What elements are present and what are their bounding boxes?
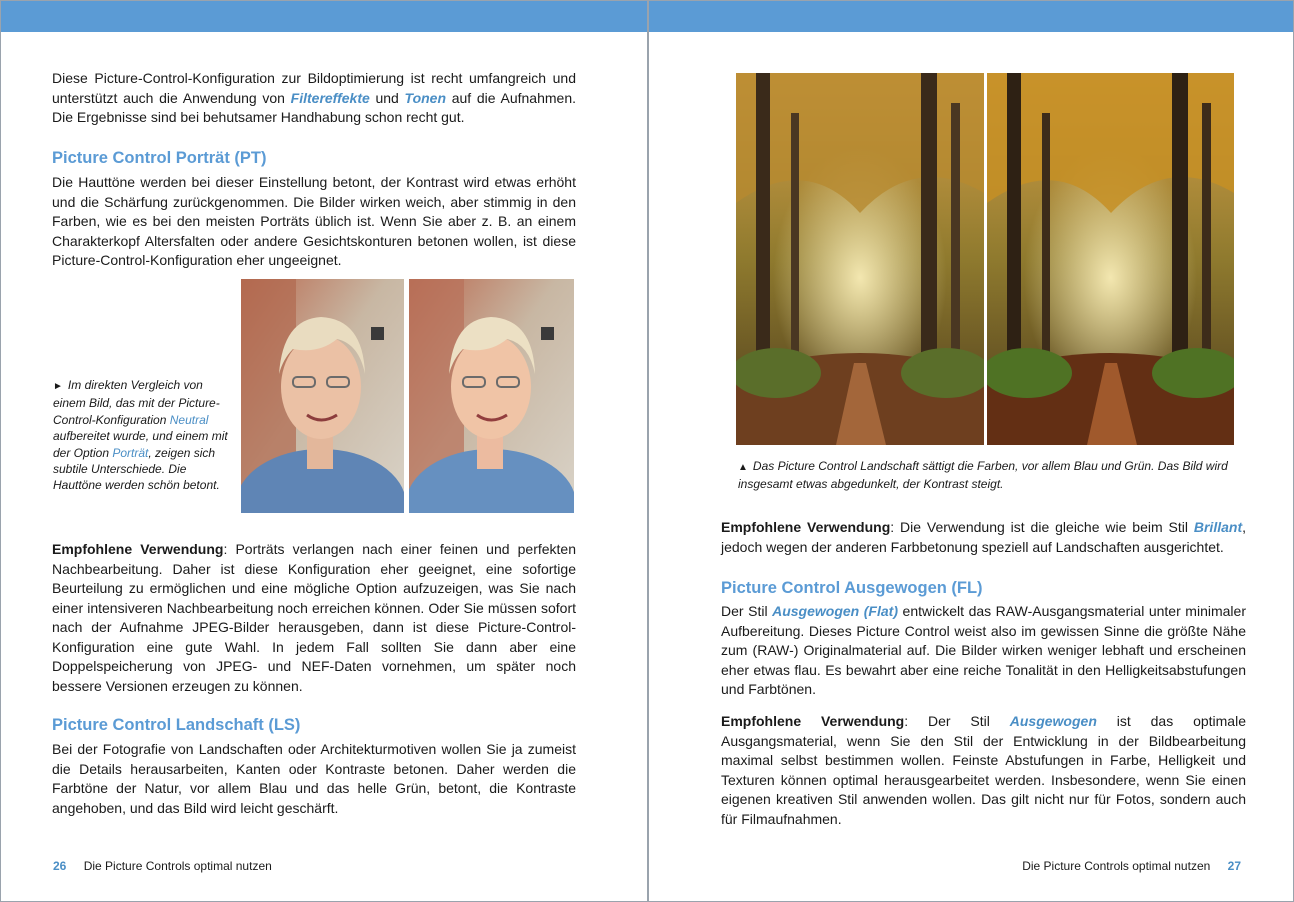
left-top-bar — [1, 1, 647, 32]
landscape-caption — [738, 458, 1250, 493]
forest-photo-neutral — [736, 73, 984, 445]
landscape-caption-text: Das Picture Control Landschaft sättigt die Farben, vor allem Blau und Grün. Das Bild wird insgesamt etwas abgedunkelt, der Kontrast steigt. — [738, 459, 1228, 492]
running-footer-title: Die Picture Controls optimal nutzen — [83, 859, 272, 873]
portrait-caption-text-3: , zeigen sich subtile Unterschiede. Die Hauttöne werden schön betont. — [53, 445, 220, 493]
heading-portrait: Picture Control Porträt (PT) — [52, 149, 267, 167]
intro-text-3: auf die Aufnahmen. Die Ergebnisse sind bei behutsamer Handhabung schon recht gut. — [52, 89, 577, 125]
caption-arrow-icon: ► — [53, 381, 63, 392]
brillant-term: Brillant — [1193, 519, 1243, 535]
usage-landscape-text-1: : Die Verwendung ist die gleiche wie beim Stil — [890, 519, 1194, 535]
usage-flat-paragraph — [721, 712, 1246, 829]
usage-label: Empfohlene Verwendung — [721, 519, 891, 535]
caption-up-arrow-icon: ▲ — [738, 462, 748, 473]
page-number-26: 26 — [53, 859, 67, 873]
usage-portrait-text: : Porträts verlangen nach einer feinen und perfekten Nachbearbeitung. Daher ist diese Konfiguration eher geeignet, eine sofortige Beurteilung zu ermöglichen und eine mögliche Option aufzuzeigen, was Sie nach einer intensiveren Nachbearbeitung noch erreichen können. Oder Sie müssen sofort nach der Aufnahme JPEG-Bilder herausgeben, dann ist diese Picture-Control-Konfiguration eine gute Wahl. In jedem Fall sollten Sie dann aber eine Doppelspeicherung von JPEG- und NEF-Daten vornehmen, um später noch bessere Versionen erzeugen zu können. — [52, 541, 576, 694]
right-footer — [1022, 858, 1241, 874]
running-footer-title: Die Picture Controls optimal nutzen — [1022, 859, 1211, 873]
left-footer — [53, 858, 272, 874]
ausgewogen-flat-term: Ausgewogen (Flat) — [772, 603, 898, 619]
intro-paragraph — [52, 69, 576, 128]
portrait-photo-portrait — [409, 279, 574, 513]
flat-paragraph — [721, 602, 1246, 700]
intro-text-2: und — [369, 89, 405, 106]
flat-text-1: Der Stil — [721, 603, 773, 619]
right-top-bar — [649, 1, 1293, 32]
portrait-caption-text-2: aufbereitet wurde, und einem mit der Option — [53, 429, 228, 460]
portrait-photo-neutral — [241, 279, 404, 513]
usage-label: Empfohlene Verwendung — [52, 541, 224, 557]
portrait-caption-text-1: Im direkten Vergleich von einem Bild, das mit der Picture-Control-Konfiguration — [53, 378, 220, 427]
usage-portrait-paragraph — [52, 540, 576, 696]
usage-landscape-text-2: , jedoch wegen der anderen Farbbetonung speziell auf Landschaften ausgerichtet. — [721, 519, 1246, 555]
page-number-27: 27 — [1227, 859, 1241, 873]
neutral-term: Neutral — [169, 412, 209, 427]
forest-photo-landscape — [987, 73, 1234, 445]
intro-text-1: Diese Picture-Control-Konfiguration zur Bildoptimierung ist recht umfangreich und unterstützt auch die Anwendung von — [52, 70, 576, 106]
right-page — [648, 0, 1294, 902]
heading-landscape: Picture Control Landschaft (LS) — [52, 716, 301, 734]
tonen-term: Tonen — [404, 89, 447, 106]
portraet-term: Porträt — [112, 445, 149, 460]
usage-flat-text-1: : Der Stil — [904, 713, 1010, 729]
portrait-paragraph: Die Hauttöne werden bei dieser Einstellung betont, der Kontrast wird etwas erhöht und die Schärfung zurückgenommen. Die Bilder wirken weich, aber stimmig in den Farben, wie es bei den meisten Porträts üblich ist. Wenn Sie aber z. B. an einem Charakterkopf Altersfalten oder andere Gesichtskonturen betonen wollen, ist diese Picture-Control-Konfiguration eher ungeeignet. — [52, 174, 576, 268]
portrait-caption — [53, 377, 229, 494]
usage-label: Empfohlene Verwendung — [721, 713, 905, 729]
filtereffekte-term: Filtereffekte — [290, 89, 370, 106]
ausgewogen-term: Ausgewogen — [1009, 713, 1097, 729]
landscape-paragraph: Bei der Fotografie von Landschaften oder Architekturmotiven wollen Sie ja zumeist die Details herausarbeiten, Kanten oder Kontraste betonen. Daher werden die Farbtöne der Natur, vor allem Blau und das helle Grün, betont, die Kontraste angehoben, und das Bild wird leicht geschärft. — [52, 741, 576, 816]
flat-text-2: entwickelt das RAW-Ausgangsmaterial unter minimaler Aufbereitung. Dieses Picture Control weist also im gewissen Sinne die größte Nähe zum (RAW-) Originalmaterial auf. Die Bilder wirken weniger lebhaft und erscheinen eher etwas flau. Es bewahrt aber eine reiche Tonalität in den Helligkeitsabstufungen und Farbtönen. — [721, 603, 1246, 697]
usage-landscape-paragraph — [721, 518, 1246, 557]
heading-flat: Picture Control Ausgewogen (FL) — [721, 579, 983, 597]
usage-flat-text-2: ist das optimale Ausgangsmaterial, wenn Sie den Stil der Entwicklung in der Bildbearbeitung maximal selbst bestimmen wollen. Feinste Abstufungen in Farbe, Helligkeit und Texturen können optimal herausgearbeitet werden. Insbesondere, wenn Sie einen eigenen kreativen Stil anwenden wollen. Das gilt nicht nur für Fotos, sondern auch für Filmaufnahmen. — [721, 713, 1246, 827]
